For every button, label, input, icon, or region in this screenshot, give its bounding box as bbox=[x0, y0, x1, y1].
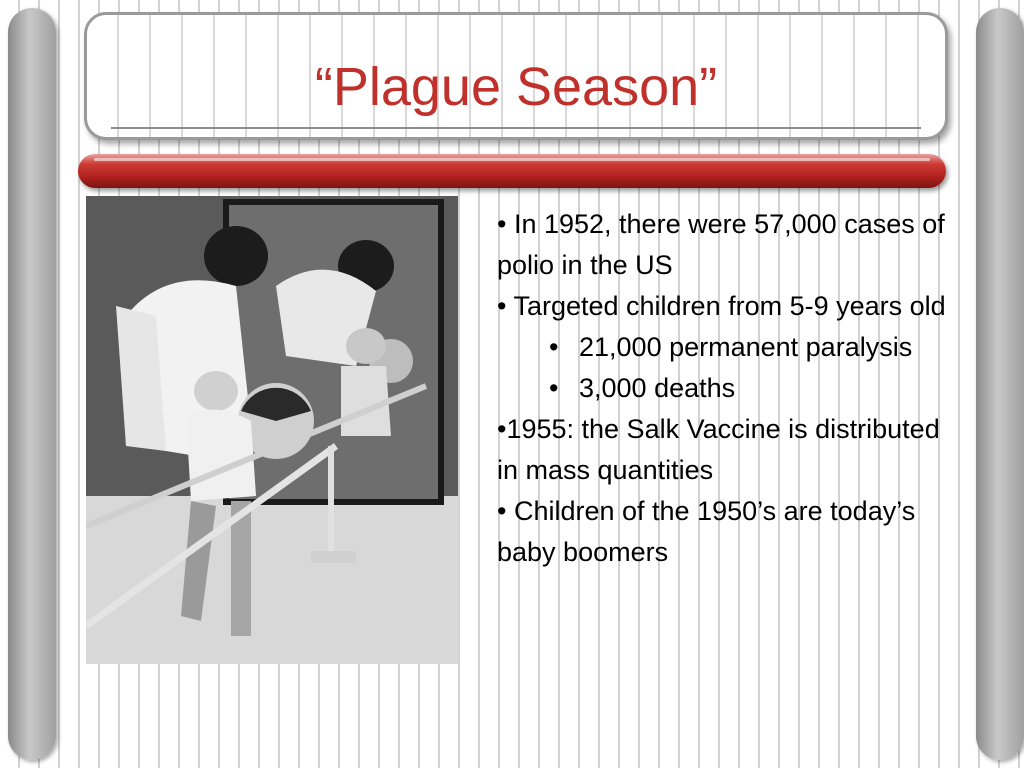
bullet-item: • In 1952, there were 57,000 cases of polio in the US bbox=[497, 209, 945, 280]
slide-title: “Plague Season” bbox=[314, 57, 718, 117]
sub-bullet-marker: • bbox=[549, 373, 559, 403]
sub-bullet-marker: • bbox=[549, 332, 559, 362]
sub-bullet-text: 3,000 deaths bbox=[579, 373, 736, 403]
child-head bbox=[194, 371, 238, 411]
accent-bar bbox=[78, 154, 946, 188]
sub-bullet-item bbox=[497, 368, 947, 409]
right-decorative-bar bbox=[976, 8, 1024, 760]
left-decorative-bar bbox=[8, 8, 56, 760]
slide-photo bbox=[86, 196, 458, 664]
bullet-item: •1955: the Salk Vaccine is distributed in mass quantities bbox=[497, 414, 940, 485]
nurse-hair bbox=[204, 226, 268, 286]
reflection-child-head bbox=[346, 328, 386, 364]
title-panel bbox=[84, 12, 948, 140]
bullet-list bbox=[497, 204, 947, 573]
photo-illustration bbox=[86, 196, 458, 664]
photo-floor bbox=[86, 496, 458, 664]
sub-bullet-text: 21,000 permanent paralysis bbox=[579, 332, 913, 362]
title-underline bbox=[111, 127, 921, 129]
parallel-bar-base bbox=[311, 551, 356, 563]
bullet-item: • Targeted children from 5-9 years old bbox=[497, 291, 946, 321]
sub-bullet-item bbox=[497, 327, 947, 368]
accent-bar-highlight bbox=[94, 158, 930, 161]
child-shirt bbox=[186, 410, 256, 501]
bullet-item: • Children of the 1950’s are today’s baby boomers bbox=[497, 496, 916, 567]
